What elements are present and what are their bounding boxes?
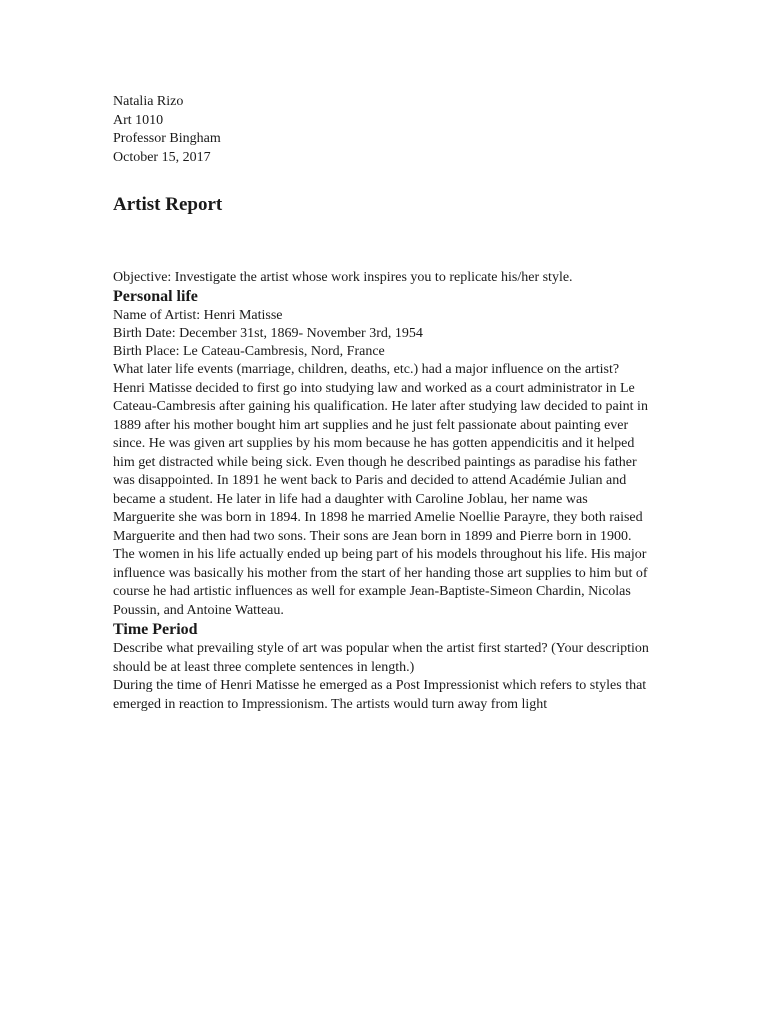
birth-place-field: Birth Place: Le Cateau-Cambresis, Nord, France	[113, 344, 385, 359]
art-style-question: Describe what prevailing style of art was popular when the artist first started? (Your description should be at least three complete sentences in length.)	[113, 641, 649, 675]
personal-life-heading: Personal life	[113, 288, 198, 305]
birth-date-field: Birth Date: December 31st, 1869- November 3rd, 1954	[113, 326, 423, 341]
artist-name-field: Name of Artist: Henri Matisse	[113, 308, 283, 323]
course-name: Art 1010	[113, 112, 164, 128]
document-header	[113, 93, 653, 167]
time-period-heading: Time Period	[113, 621, 198, 638]
document-title: Artist Report	[113, 194, 223, 215]
objective-text: Objective: Investigate the artist whose work inspires you to replicate his/her style.	[113, 270, 573, 285]
document-date: October 15, 2017	[113, 149, 211, 165]
life-events-answer: Henri Matisse decided to first go into studying law and worked as a court administrator in Le Cateau-Cambresis after gaining his qualification. He later after studying law decided to paint in 1889 after his mother bought him art supplies and he just felt passionate about painting ever since. He was given art supplies by his mom because he has gotten appendicitis and it helped him get distracted while being sick. Even though he described paintings as paradise his father was disappointed. In 1891 he went back to Paris and decided to attend Académie Julian and became a student. He later in life had a daughter with Caroline Joblau, her name was Marguerite she was born in 1894. In 1898 he married Amelie Noellie Parayre, they both raised Marguerite and then had two sons. Their sons are Jean born in 1899 and Pierre born in 1900. The women in his life actually ended up being part of his models throughout his life. His major influence was basically his mother from the start of her handing those art supplies to him but of course he had artistic influences as well for example Jean-Baptiste-Simeon Chardin, Nicolas Poussin, and Antoine Watteau.	[113, 380, 648, 618]
professor-name: Professor Bingham	[113, 131, 221, 146]
life-events-question: What later life events (marriage, children, deaths, etc.) had a major influence on the artist?	[113, 362, 620, 377]
document-page	[113, 93, 653, 714]
author-name: Natalia Rizo	[113, 94, 184, 109]
art-style-answer: During the time of Henri Matisse he emerged as a Post Impressionist which refers to styles that emerged in reaction to Impressionism. The artists would turn away from light	[113, 678, 647, 712]
